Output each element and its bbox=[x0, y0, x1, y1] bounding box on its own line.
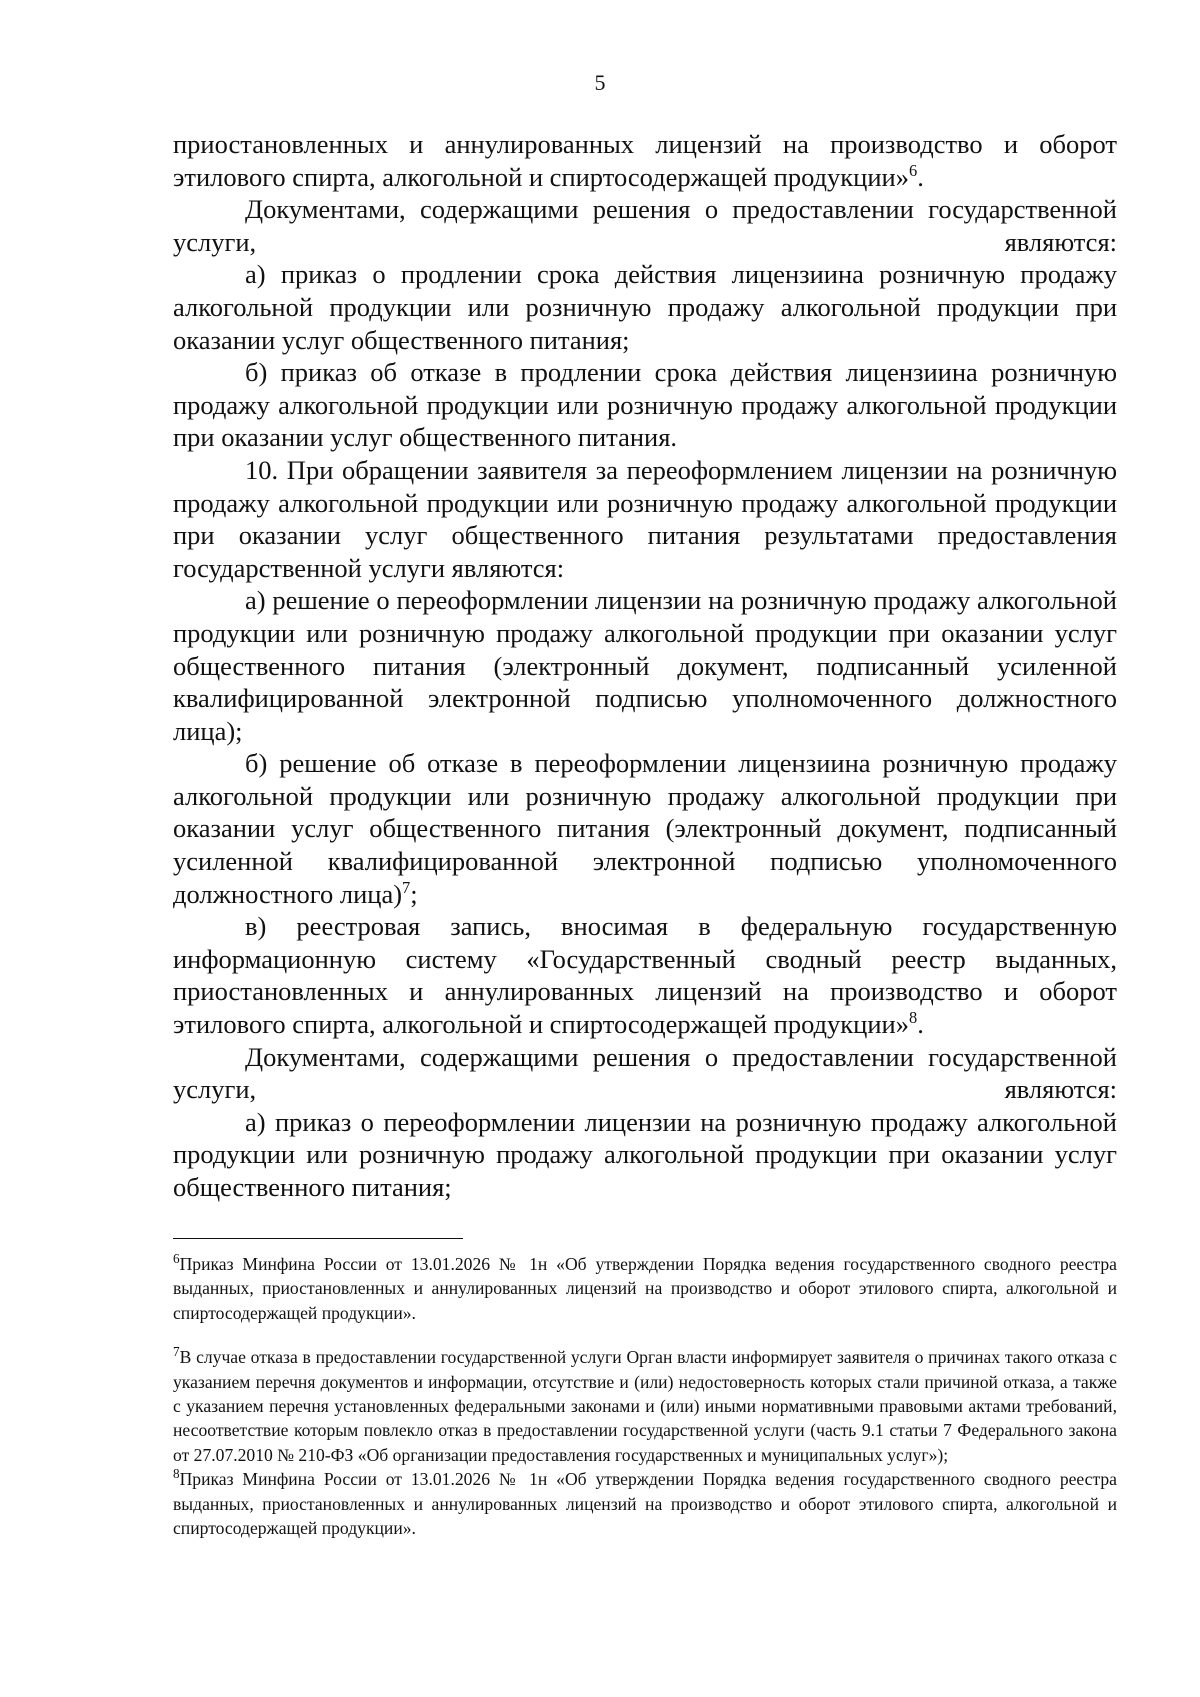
footnote-mark: 8 bbox=[173, 1466, 180, 1482]
body-text bbox=[173, 128, 1117, 1204]
paragraph-item-b-extension-refusal: б) приказ об отказе в продлении срока действия лицензиина розничную продажу алкогольной продукции или розничную продажу алкогольной продукции при оказании услуг общественного питания. bbox=[173, 357, 1117, 453]
footnote-6: $^6$Приказ Минфина России от 13.01.2026 № 1н «Об утверждении Порядка ведения государственного сводного реестра выданных, приостановленных и аннулированных лицензий на производство и оборот этилового спирта, алкогольной и спиртосодержащей продукции». bbox=[173, 1251, 1117, 1323]
page-number: 5 bbox=[594, 70, 606, 95]
footnote-mark: 6 bbox=[173, 1251, 180, 1267]
paragraph-continuation: приостановленных и аннулированных лицензий на производство и оборот этилового спирта, алкогольной и спиртосодержащей продукции»$^6$. bbox=[173, 129, 1117, 192]
footnote-ref-7: 7 bbox=[402, 877, 411, 897]
footnote-separator bbox=[173, 1238, 463, 1239]
footnote-7: $^7$В случае отказа в предоставлении государственной услуги Орган власти информирует заявителя о причинах такого отказа с указанием перечня документов и информации, отсутствие и (или) недостоверность которых стали причиной отказа, а также с указанием перечня установленных федеральными законами и (или) иными нормативными правовыми актами требований, несоответствие которым повлекло отказ в предоставлении государственной услуги (часть 9.1 статьи 7 Федерального закона от 27.07.2010 № 210-ФЗ «Об организации предоставления государственных и муниципальных услуг»); bbox=[173, 1344, 1117, 1465]
paragraph-item-v-registry-entry: в) реестровая запись, вносимая в федеральную государственную информационную систему «Государственный сводный реестр выданных, приостановленных и аннулированных лицензий на производство и оборот этилового спирта, алкогольной и спиртосодержащей продукции»$^8$. bbox=[173, 911, 1117, 1040]
paragraph-section-10: 10. При обращении заявителя за переоформлением лицензии на розничную продажу алкогольной продукции или розничную продажу алкогольной продукции при оказании услуг общественного питания результатами предоставления государственной услуги являются: bbox=[173, 454, 1117, 583]
footnote-8: $^8$Приказ Минфина России от 13.01.2026 № 1н «Об утверждении Порядка ведения государственного сводного реестра выданных, приостановленных и аннулированных лицензий на производство и оборот этилового спирта, алкогольной и спиртосодержащей продукции». bbox=[173, 1466, 1117, 1539]
paragraph-item-a-reissue-order: а) приказ о переоформлении лицензии на розничную продажу алкогольной продукции или розничную продажу алкогольной продукции при оказании услуг общественного питания; bbox=[173, 1106, 1117, 1202]
paragraph-documents-intro-2: Документами, содержащими решения о предоставлении государственной услуги, являются: bbox=[173, 1041, 1117, 1105]
paragraph-documents-intro: Документами, содержащими решения о предоставлении государственной услуги, являются: bbox=[173, 194, 1117, 257]
paragraph-item-a-extension-order: а) приказ о продлении срока действия лицензиина розничную продажу алкогольной продукции или розничную продажу алкогольной продукции при оказании услуг общественного питания; bbox=[173, 259, 1117, 355]
footnote-ref-6: 6 bbox=[908, 160, 918, 180]
footnotes bbox=[173, 1252, 1117, 1540]
paragraph-item-b-reissue-refusal: б) решение об отказе в переоформлении лицензиина розничную продажу алкогольной продукции или розничную продажу алкогольной продукции при оказании услуг общественного питания (электронный документ, подписанный усиленной квалифицированной электронной подписью уполномоченного должностного лица)$^7$; bbox=[173, 748, 1117, 909]
footnote-mark: 7 bbox=[173, 1344, 180, 1360]
footnote-ref-8: 8 bbox=[908, 1008, 918, 1028]
paragraph-item-a-reissue-decision: а) решение о переоформлении лицензии на розничную продажу алкогольной продукции или розничную продажу алкогольной продукции при оказании услуг общественного питания (электронный документ, подписанный усиленной квалифицированной электронной подписью уполномоченного должностного лица); bbox=[173, 585, 1117, 746]
